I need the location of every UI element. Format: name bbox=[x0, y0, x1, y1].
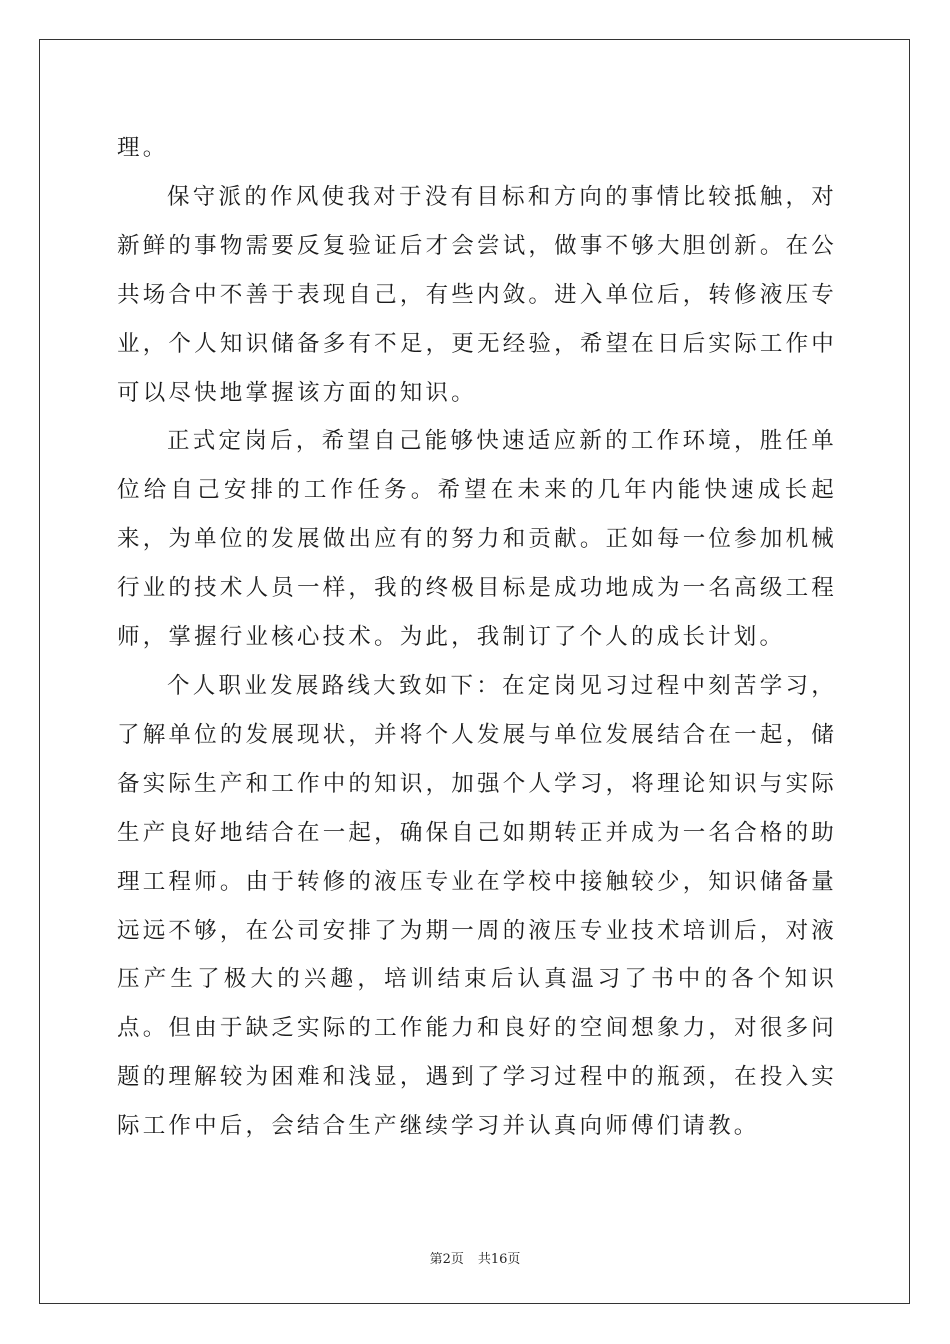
paragraph: 理。 bbox=[117, 135, 169, 161]
paragraph: 个人职业发展路线大致如下：在定岗见习过程中刻苦学习，了解单位的发展现状，并将个人发展与单位发展结合在一起，储备实际生产和工作中的知识，加强个人学习，将理论知识与实际生产良好地结合在一起，确保自己如期转正并成为一名合格的助理工程师。由于转修的液压专业在学校中接触较少，知识储备量远远不够，在公司安排了为期一周的液压专业技术培训后，对液压产生了极大的兴趣，培训结束后认真温习了书中的各个知识点。但由于缺乏实际的工作能力和良好的空间想象力，对很多问题的理解较为困难和浅显，遇到了学习过程中的瓶颈，在投入实际工作中后，会结合生产继续学习并认真向师傅们请教。 bbox=[117, 672, 837, 1140]
document-body bbox=[117, 124, 837, 1151]
page-footer bbox=[0, 1248, 950, 1267]
page-number: 第2页 bbox=[429, 1252, 464, 1267]
paragraph: 保守派的作风使我对于没有目标和方向的事情比较抵触，对新鲜的事物需要反复验证后才会尝试，做事不够大胆创新。在公共场合中不善于表现自己，有些内敛。进入单位后，转修液压专业，个人知识储备多有不足，更无经验，希望在日后实际工作中可以尽快地掌握该方面的知识。 bbox=[117, 183, 837, 406]
page-total: 共16页 bbox=[477, 1252, 521, 1267]
paragraph: 正式定岗后，希望自己能够快速适应新的工作环境，胜任单位给自己安排的工作任务。希望在未来的几年内能快速成长起来，为单位的发展做出应有的努力和贡献。正如每一位参加机械行业的技术人员一样，我的终极目标是成功地成为一名高级工程师，掌握行业核心技术。为此，我制订了个人的成长计划。 bbox=[117, 428, 837, 651]
